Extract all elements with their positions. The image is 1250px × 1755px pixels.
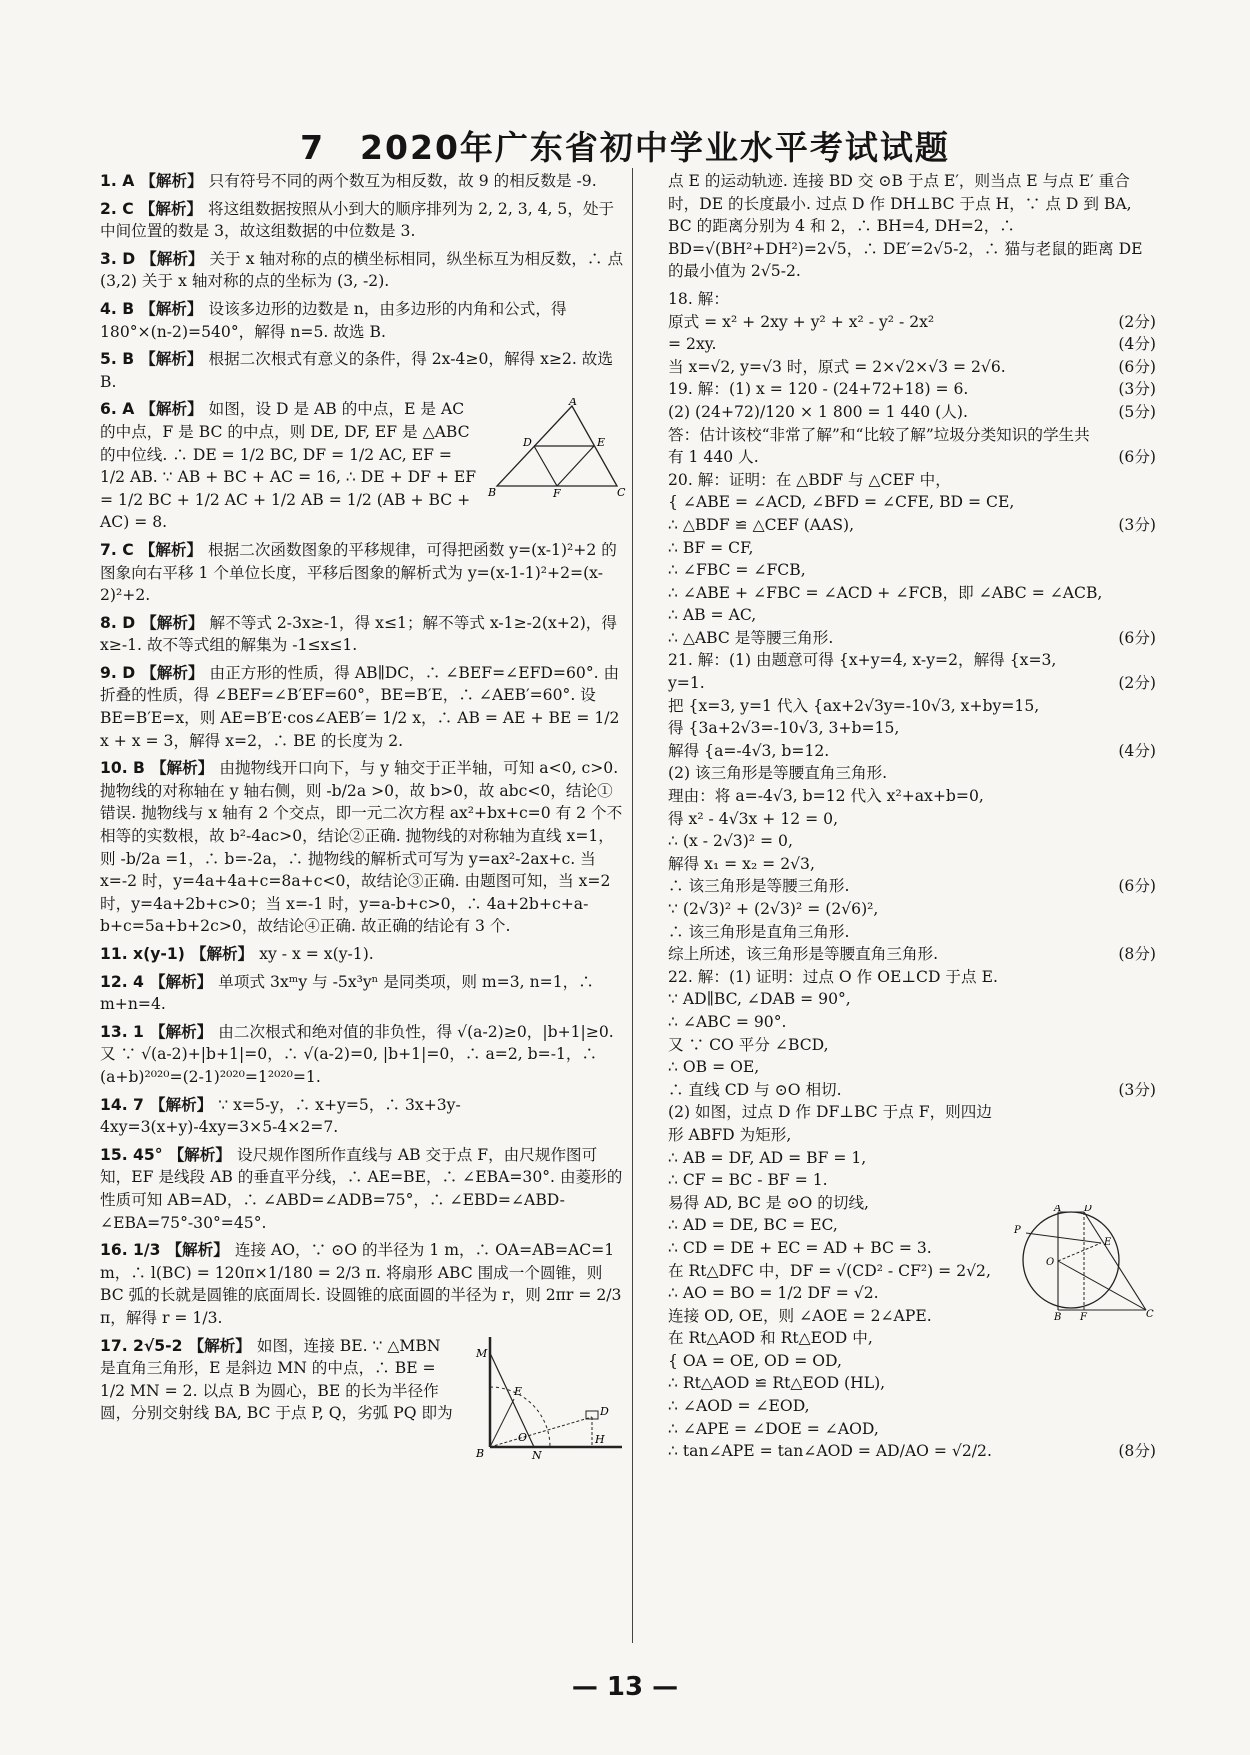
solution-text: 得 {3a+2√3=-10√3, 3+b=15,: [668, 719, 900, 738]
solution-line: [668, 378, 1156, 401]
solution-line: [668, 1440, 1156, 1463]
solution-text: 理由：将 a=-4√3, b=12 代入 x²+ax+b=0,: [668, 787, 984, 806]
solution-line: [668, 514, 1156, 537]
solution-line: [668, 1034, 1156, 1057]
label-f: F: [553, 487, 561, 499]
score-label: (6分): [1118, 448, 1156, 467]
item-text: 设尺规作图所作直线与 AB 交于点 F，由尺规作图可知，EF 是线段 AB 的垂直平分线，∴ AE=BE，∴ ∠EBA=30°. 由菱形的性质可知 AB=AD，∴ ∠ABD=∠ADB=75°，∴ ∠EBD=∠ABD-∠EBA=75°-30°=45°.: [100, 1145, 623, 1232]
solution-line: [668, 1395, 1156, 1418]
solution-text: { ∠ABE = ∠ACD, ∠BFD = ∠CFE, BD = CE,: [668, 493, 1015, 512]
solution-text: ∴ CD = DE + EC = AD + BC = 3.: [668, 1238, 932, 1257]
label-p: P: [1014, 1225, 1021, 1236]
label-b: B: [488, 486, 497, 499]
solution-text: ∴ ∠ABE + ∠FBC = ∠ACD + ∠FCB，即 ∠ABC = ∠ACB,: [668, 583, 1103, 602]
label-e: E: [1104, 1237, 1112, 1248]
solution-line: [668, 762, 1156, 785]
item-text: xy - x = x(y-1).: [259, 945, 374, 963]
solution-line: [668, 582, 1156, 605]
solution-line: [668, 649, 1156, 694]
item-number: 7. C: [100, 540, 134, 559]
solution-text: ∴ tan∠APE = tan∠AOD = AD/AO = √2/2.: [668, 1442, 992, 1461]
item-text: 解不等式 2-3x≥-1，得 x≤1；解不等式 x-1≥-2(x+2)，得 x≥-1. 故不等式组的解集为 -1≤x≤1.: [100, 613, 617, 655]
score-label: (6分): [1118, 357, 1156, 376]
item-text: 如图，设 D 是 AB 的中点，E 是 AC 的中点，F 是 BC 的中点，则 DE, DF, EF 是 △ABC 的中位线. ∴ DE = 1/2 BC, DF = 1/2 AC, EF = 1/2 AB. ∵ AB + BC + AC = 16, ∴ DE + DF + EF = 1/2 BC + 1/2 AC + 1/2 AB = 1/2 (AB + BC + AC) = 8.: [100, 400, 477, 532]
solution-text: 连接 OD, OE，则 ∠AOE = 2∠APE.: [668, 1306, 932, 1325]
analysis-tag: 【解析】: [139, 199, 203, 218]
item-number: 9. D: [100, 663, 136, 682]
label-o: O: [518, 1430, 528, 1444]
solution-text: 18. 解：: [668, 289, 729, 308]
analysis-tag: 【解析】: [149, 1022, 213, 1041]
item-text: 由正方形的性质，得 AB∥DC，∴ ∠BEF=∠EFD=60°. 由折叠的性质，得 ∠BEF=∠B′EF=60°，BE=B′E，∴ ∠AEB′=60°. 设 BE=B′E=x，则 AE=B′E·cos∠AEB′= 1/2 x，∴ AB = AE + BE = 1/2 x + x = 3，解得 x=2，∴ BE 的长度为 2.: [100, 663, 620, 750]
label-d: D: [600, 1404, 609, 1418]
solution-line: [668, 604, 1156, 627]
analysis-tag: 【解析】: [140, 299, 203, 318]
answer-continuation: 点 E 的运动轨迹. 连接 BD 交 ⊙B 于点 E′，则当点 E 与点 E′ 重合时，DE 的长度最小. 过点 D 作 DH⊥BC 于点 H，∵ 点 D 到 BA, BC 的距离分别为 4 和 2，∴ BH=4, DH=2，∴ BD=√(BH²+DH²)=2√5，∴ DE′=2√5-2，∴ 猫与老鼠的距离 DE 的最小值为 2√5-2.: [668, 172, 1143, 281]
label-b: B: [1054, 1312, 1062, 1320]
item-number: 3. D: [100, 249, 136, 268]
analysis-tag: 【解析】: [150, 759, 214, 778]
item-number: 16. 1/3: [100, 1241, 161, 1260]
analysis-tag: 【解析】: [140, 350, 203, 369]
solution-line: [668, 1079, 1156, 1102]
label-m: M: [476, 1346, 488, 1360]
triangle-figure: [487, 398, 627, 498]
solution-text: 把 {x=3, y=1 代入 {ax+2√3y=-10√3, x+by=15,: [668, 696, 1040, 715]
right-column: [668, 170, 1156, 1463]
solution-text: 19. 解：(1) x = 120 - (24+72+18) = 6.: [668, 380, 969, 399]
solution-text: ∴ AB = AC,: [668, 606, 757, 625]
solution-line: [668, 288, 1156, 311]
solution-line: [668, 311, 1156, 334]
item-number: 4. B: [100, 299, 135, 318]
answer-item: [100, 662, 627, 752]
label-e: E: [597, 436, 606, 450]
solution-text: 20. 解：证明：在 △BDF 与 △CEF 中，: [668, 470, 951, 489]
solution-text: ∵ AD∥BC, ∠DAB = 90°,: [668, 990, 851, 1009]
solution-text: 解得 x₁ = x₂ = 2√3,: [668, 854, 815, 873]
solution-line: [668, 1011, 1156, 1034]
item-text: 只有符号不同的两个数互为相反数，故 9 的相反数是 -9.: [208, 172, 597, 190]
score-label: (4分): [1118, 335, 1156, 354]
solution-line: [668, 695, 1156, 718]
item-text: 根据二次函数图象的平移规律，可得把函数 y=(x-1)²+2 的图象向右平移 1 个单位长度，平移后图象的解析式为 y=(x-1-1)²+2=(x-2)²+2.: [100, 540, 617, 605]
solution-text: ∴ ∠APE = ∠DOE = ∠AOD,: [668, 1419, 879, 1438]
left-column: [100, 170, 627, 1460]
solution-line: [668, 921, 1156, 944]
solution-line: [668, 1372, 1156, 1395]
solution-line: [668, 1327, 1156, 1350]
circle-figure: [1006, 1205, 1156, 1320]
item-number: 17. 2√5-2: [100, 1336, 183, 1355]
score-label: (8分): [1118, 945, 1156, 964]
solution-text: (2) 如图，过点 D 作 DF⊥BC 于点 F，则四边形 ABFD 为矩形,: [668, 1103, 992, 1144]
solution-text: 在 Rt△AOD 和 Rt△EOD 中,: [668, 1329, 873, 1348]
answer-item: [100, 298, 627, 343]
solution-line: [668, 627, 1156, 650]
solution-line: [668, 491, 1156, 514]
item-number: 5. B: [100, 350, 135, 369]
solution-text: ∴ CF = BC - BF = 1.: [668, 1171, 828, 1190]
solution-text: { OA = OE, OD = OD,: [668, 1351, 842, 1370]
analysis-tag: 【解析】: [149, 972, 213, 991]
solution-line: [668, 1056, 1156, 1079]
item-number: 11. x(y-1): [100, 945, 185, 963]
solution-line: [668, 1147, 1156, 1170]
answer-item: [100, 943, 627, 966]
solution-text: 在 Rt△DFC 中，DF = √(CD² - CF²) = 2√2,: [668, 1261, 991, 1280]
solution-text: = 2xy.: [668, 335, 717, 354]
solution-text: ∴ ∠AOD = ∠EOD,: [668, 1397, 810, 1416]
score-label: (8分): [1118, 1442, 1156, 1461]
answer-item: [100, 1239, 627, 1329]
score-label: (2分): [1118, 674, 1156, 693]
score-label: (5分): [1118, 402, 1156, 421]
solution-text: 当 x=√2, y=√3 时，原式 = 2×√2×√3 = 2√6.: [668, 357, 1006, 376]
analysis-tag: 【解析】: [149, 1095, 213, 1114]
analysis-tag: 【解析】: [139, 540, 203, 559]
solution-text: ∴ OB = OE,: [668, 1058, 760, 1077]
solution-line: [668, 898, 1156, 921]
solution-text: ∴ △BDF ≌ △CEF (AAS),: [668, 515, 855, 534]
answer-item: [100, 1094, 627, 1139]
score-label: (3分): [1118, 515, 1156, 534]
item-number: 14. 7: [100, 1095, 144, 1114]
solution-line: [668, 1350, 1156, 1373]
item-number: 2. C: [100, 199, 134, 218]
label-e: E: [514, 1384, 523, 1398]
answer-item: [100, 539, 627, 607]
solution-line: [668, 1169, 1156, 1192]
solution-text: 综上所述，该三角形是等腰直角三角形.: [668, 945, 939, 964]
item-text: 单项式 3xᵐy 与 -5x³yⁿ 是同类项，则 m=3, n=1，∴ m+n=4.: [100, 972, 594, 1014]
label-f: F: [1080, 1312, 1087, 1320]
answer-item: [100, 757, 627, 938]
solution-line: [668, 830, 1156, 853]
answer-item: [100, 170, 627, 193]
solution-line: [668, 401, 1156, 424]
solution-text: ∴ (x - 2√3)² = 0,: [668, 832, 793, 851]
solution-text: ∵ (2√3)² + (2√3)² = (2√6)²,: [668, 900, 879, 918]
analysis-tag: 【解析】: [168, 1145, 231, 1164]
item-text: 连接 AO，∵ ⊙O 的半径为 1 m，∴ OA=AB=AC=1 m，∴ l(BC) = 120π×1/180 = 2/3 π. 将扇形 ABC 围成一个圆锥，则 BC 弧的长就是圆锥的底面周长. 设圆锥的底面圆的半径为 r，则 2πr = 2/3 π，解得 r = 1/3.: [100, 1241, 622, 1327]
solution-text: ∴ ∠FBC = ∠FCB,: [668, 561, 806, 580]
label-o: O: [1046, 1257, 1055, 1268]
item-text: 根据二次根式有意义的条件，得 2x-4≥0，解得 x≥2. 故选 B.: [100, 350, 613, 391]
column-divider: [632, 168, 633, 1643]
score-label: (6分): [1118, 628, 1156, 647]
solution-text: 解得 {a=-4√3, b=12.: [668, 741, 830, 760]
item-number: 6. A: [100, 400, 135, 419]
solution-text: 21. 解：(1) 由题意可得 {x+y=4, x-y=2，解得 {x=3, y=1.: [668, 651, 1057, 693]
score-label: (3分): [1118, 380, 1156, 399]
label-h: H: [595, 1432, 605, 1446]
label-c: C: [1146, 1309, 1154, 1320]
solution-text: ∴ ∠ABC = 90°.: [668, 1012, 787, 1031]
answer-item: [100, 248, 627, 293]
item-number: 10. B: [100, 759, 145, 778]
solution-line: [668, 943, 1156, 966]
solution-text: ∴ AO = BO = 1/2 DF = √2.: [668, 1284, 879, 1303]
answer-item: [100, 612, 627, 657]
solution-line: [668, 356, 1156, 379]
answer-item: [100, 198, 627, 243]
item-number: 15. 45°: [100, 1145, 163, 1164]
analysis-tag: 【解析】: [166, 1241, 229, 1260]
solution-text: ∴ Rt△AOD ≌ Rt△EOD (HL),: [668, 1374, 886, 1393]
solution-text: ∴ △ABC 是等腰三角形.: [668, 628, 834, 647]
solution-text: (2) (24+72)/120 × 1 800 = 1 440 (人).: [668, 402, 968, 421]
solution-text: ∴ AB = DF, AD = BF = 1,: [668, 1148, 867, 1167]
item-number: 8. D: [100, 613, 136, 632]
answer-item: [100, 1021, 627, 1089]
label-c: C: [617, 486, 626, 499]
analysis-tag: 【解析】: [188, 1336, 251, 1355]
item-text: ∵ x=5-y，∴ x+y=5，∴ 3x+3y-4xy=3(x+y)-4xy=3×5-4×2=7.: [100, 1095, 461, 1137]
solution-line: [668, 469, 1156, 492]
page-number: — 13 —: [571, 1672, 679, 1702]
answer-item: [100, 1144, 627, 1234]
label-d: D: [523, 436, 532, 450]
item-text: 如图，连接 BE. ∵ △MBN 是直角三角形，E 是斜边 MN 的中点，∴ BE = 1/2 MN = 2. 以点 B 为圆心，BE 的长为半径作圆，分别交射线 BA, BC 于点 P, Q，劣弧 PQ 即为: [100, 1336, 453, 1423]
analysis-tag: 【解析】: [141, 663, 204, 682]
item-text: 将这组数据按照从小到大的顺序排列为 2, 2, 3, 4, 5，处于中间位置的数是 3，故这组数据的中位数是 3.: [100, 199, 615, 241]
score-label: (6分): [1118, 877, 1156, 896]
solution-text: ∴ 该三角形是等腰三角形.: [668, 877, 850, 896]
score-label: (2分): [1118, 312, 1156, 331]
solution-text: 原式 = x² + 2xy + y² + x² - y² - 2x²: [668, 312, 935, 331]
solution-line: [668, 717, 1156, 740]
solution-line: [668, 333, 1156, 356]
score-label: (4分): [1118, 741, 1156, 760]
analysis-tag: 【解析】: [141, 249, 204, 268]
solution-text: (2) 该三角形是等腰直角三角形.: [668, 764, 888, 783]
solution-line: [668, 988, 1156, 1011]
item-text: 由二次根式和绝对值的非负性，得 √(a-2)≥0，|b+1|≥0. 又 ∵ √(a-2)+|b+1|=0，∴ √(a-2)=0, |b+1|=0，∴ a=2, b=-1，∴ (a+b)²⁰²⁰=(2-1)²⁰²⁰=1²⁰²⁰=1.: [100, 1022, 614, 1086]
label-a: A: [1054, 1205, 1062, 1214]
solution-text: ∴ AD = DE, BC = EC,: [668, 1216, 838, 1235]
solution-line: [668, 1418, 1156, 1441]
item-text: 由抛物线开口向下，与 y 轴交于正半轴，可知 a<0, c>0. 抛物线的对称轴在 y 轴右侧，则 -b/2a >0，故 b>0，故 abc<0，结论①错误. 抛物线与 x 轴有 2 个交点，即一元二次方程 ax²+bx+c=0 有 2 个不相等的实数根，故 b²-4ac>0，结论②正确. 抛物线的对称轴为直线 x=1，则 -b/2a =1，∴ b=-2a，∴ 抛物线的解析式可写为 y=ax²-2ax+c. 当 x=-2 时，y=4a+4a+c=8a+c<0，故结论③正确. 由题图可知，当 x=2 时，y=4a+2b+c>0；当 x=-1 时，y=a-b+c>0，∴ 4a+2b+c+a-b+c=5a+b+2c>0，故结论④正确. 故正确的结论有 3 个.: [100, 759, 623, 936]
analysis-tag: 【解析】: [141, 613, 204, 632]
label-a: A: [569, 398, 577, 409]
solution-line: [668, 559, 1156, 582]
solution-text: 22. 解：(1) 证明：过点 O 作 OE⊥CD 于点 E.: [668, 967, 998, 986]
solution-line: [668, 1101, 1156, 1146]
solution-line: [668, 785, 1156, 808]
page-title: 7 2020年广东省初中学业水平考试试题: [300, 128, 950, 167]
answer-item: [100, 971, 627, 1016]
analysis-tag: 【解析】: [140, 172, 203, 190]
score-label: (3分): [1118, 1080, 1156, 1099]
solution-text: ∴ 该三角形是直角三角形.: [668, 922, 850, 941]
label-d: D: [1084, 1205, 1093, 1214]
analysis-tag: 【解析】: [140, 400, 203, 419]
answer-item: [100, 1335, 627, 1460]
label-b: B: [476, 1446, 485, 1460]
analysis-tag: 【解析】: [190, 945, 254, 963]
solution-line: [668, 875, 1156, 898]
solution-text: 得 x² - 4√3x + 12 = 0,: [668, 809, 839, 828]
solution-line: [668, 966, 1156, 989]
item-text: 设该多边形的边数是 n，由多边形的内角和公式，得 180°×(n-2)=540°，解得 n=5. 故选 B.: [100, 299, 567, 341]
solution-text: ∴ BF = CF,: [668, 538, 754, 557]
item-number: 12. 4: [100, 972, 144, 991]
answer-item: [100, 398, 627, 534]
solution-line: [668, 808, 1156, 831]
solution-line: [668, 424, 1156, 469]
solution-line: [668, 853, 1156, 876]
solution-text: 答：估计该校“非常了解”和“比较了解”垃圾分类知识的学生共有 1 440 人.: [668, 425, 1090, 467]
cat-mouse-figure: [462, 1335, 627, 1460]
solution-line: [668, 740, 1156, 763]
item-text: 关于 x 轴对称的点的横坐标相同，纵坐标互为相反数，∴ 点 (3,2) 关于 x 轴对称的点的坐标为 (3, -2).: [100, 249, 624, 291]
item-number: 1. A: [100, 172, 135, 190]
solution-text: 易得 AD, BC 是 ⊙O 的切线,: [668, 1193, 869, 1212]
solution-text: 又 ∵ CO 平分 ∠BCD,: [668, 1035, 829, 1054]
solution-text: ∴ 直线 CD 与 ⊙O 相切.: [668, 1080, 842, 1099]
item-number: 13. 1: [100, 1022, 144, 1041]
solution-line: [668, 537, 1156, 560]
label-n: N: [532, 1448, 542, 1460]
answer-item: [100, 348, 627, 393]
